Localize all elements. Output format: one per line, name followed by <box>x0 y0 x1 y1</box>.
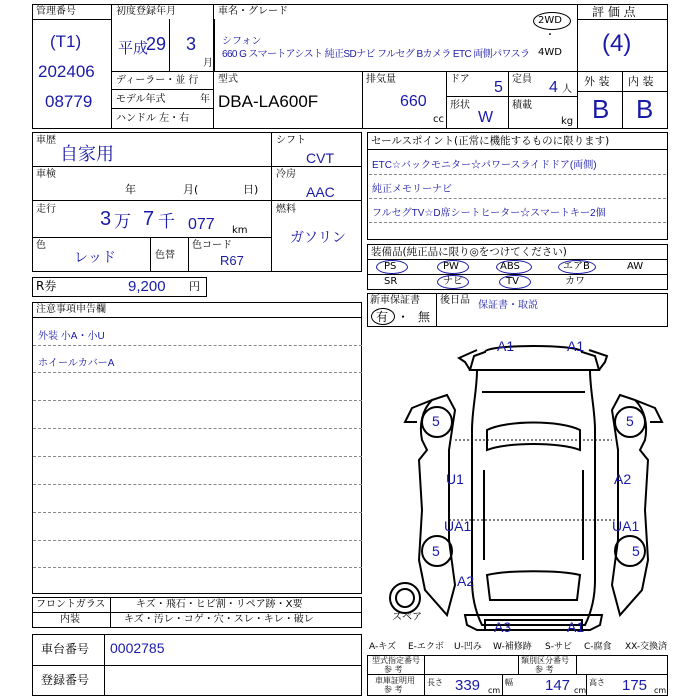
shaken-label: 車検 <box>36 169 56 180</box>
reibo-value: AAC <box>306 184 335 200</box>
rken-value: 9,200 <box>128 278 166 295</box>
gaiso-label: 外 装 <box>584 75 610 88</box>
taka-unit: cm <box>654 686 667 695</box>
haba-unit: cm <box>574 686 587 695</box>
circle-airb <box>558 260 596 274</box>
kanri-num2: 08779 <box>45 92 93 111</box>
ari-dot: ・ <box>397 310 410 324</box>
mark-wheel-rr: 5 <box>632 543 640 559</box>
rken-label: R券 <box>36 279 57 293</box>
kanri-num1: 202406 <box>38 62 95 81</box>
teiin-label: 定員 <box>512 74 532 85</box>
rken-unit: 円 <box>189 280 200 293</box>
haiki-label: 排気量 <box>366 74 396 85</box>
color-code-value: R67 <box>220 253 244 268</box>
month: 3 <box>186 34 197 54</box>
mark-side-ua1-right: UA1 <box>612 518 640 534</box>
shareki-value: 自家用 <box>60 144 114 164</box>
shaken-month: 月( <box>183 183 199 196</box>
header-block <box>32 4 668 129</box>
shaken-year: 年 <box>125 183 136 196</box>
interior-value: キズ・汚レ・コゲ・穴・スレ・キレ・破レ <box>124 614 314 625</box>
nenryo-label: 燃料 <box>276 204 296 215</box>
shamei-label: 車名・グレード <box>218 6 288 17</box>
equip-airb: エアB <box>563 261 590 272</box>
shomeisho-label: 車庫証明用 <box>375 676 415 685</box>
naiso-value: B <box>636 94 654 124</box>
taka-value: 175 <box>622 677 648 694</box>
shomeisho-sub: 参 考 <box>384 685 403 694</box>
sales-line1: ETC☆バックモニター☆パワースライドドア(両側) <box>372 160 597 171</box>
nashi: 無 <box>418 310 431 324</box>
mark-side-ua1-left: UA1 <box>444 518 472 534</box>
soko-sen: 千 <box>158 212 175 231</box>
year: 29 <box>146 34 167 54</box>
drive-4wd: 4WD <box>538 47 562 58</box>
kanri-label: 管理番号 <box>36 6 76 17</box>
grade: 660 G スマートアシスト 純正SDナビ フルセグ Bカメラ ETC 両側パワスラ <box>222 49 530 60</box>
legend-c: C-腐食 <box>584 642 612 652</box>
nenryo-value: ガソリン <box>290 229 346 245</box>
soko-unit: km <box>232 225 248 236</box>
haiki-unit: cc <box>433 114 444 125</box>
dealer-label: ディーラー・並 行 <box>116 75 199 86</box>
legend-u: U-凹み <box>454 642 482 652</box>
soko-value-a: 3 <box>100 208 112 230</box>
chassis-label: 車台番号 <box>41 642 90 656</box>
spare-label: スペア <box>392 612 422 623</box>
front-glass-label: フロントガラス <box>36 599 106 610</box>
mark-rear-a1: A1 <box>567 619 585 635</box>
ruibetsu-sub: 参 考 <box>384 665 403 674</box>
goji-label: 後日品 <box>440 295 470 306</box>
mark-side-a2: A2 <box>614 471 632 487</box>
haba-value: 147 <box>545 677 571 694</box>
sales-line3: フルセグTV☆D席シートヒーター☆スマートキー2個 <box>372 208 606 219</box>
drive-dot: ・ <box>545 30 555 41</box>
interior-label: 内装 <box>60 614 80 625</box>
ruibetsu-label: 型式指定番号 <box>372 656 420 665</box>
sekisai-unit: kg <box>561 116 574 127</box>
car-name: シフォン <box>222 36 262 47</box>
front-glass-value: キズ・飛石・ヒビ割・リペア跡・X要 <box>136 599 303 610</box>
teiin-value: 4 <box>549 79 558 96</box>
iro-label: 色 <box>36 240 46 251</box>
legend-s: S-サビ <box>545 642 572 652</box>
model-year-label: モデル年式 <box>116 94 166 105</box>
legend-w: W-補修跡 <box>493 642 532 652</box>
equip-kawa: カワ <box>565 276 585 287</box>
notes-line1: 外装 小A・小U <box>38 331 105 342</box>
chassis-value: 0002785 <box>110 640 165 656</box>
sekisai-label: 積載 <box>512 100 532 111</box>
month-unit: 月 <box>203 58 213 69</box>
hyoka-value: (4) <box>602 30 632 57</box>
mark-front-a1-right: A1 <box>567 338 585 354</box>
mark-side-u1: U1 <box>446 471 464 487</box>
ari-circle <box>371 308 395 325</box>
legend-xx: XX-交換済 <box>625 642 668 652</box>
era: 平成 <box>118 40 149 57</box>
shaken-day: 日) <box>243 183 259 196</box>
mark-rear-a2: A2 <box>457 573 475 589</box>
notes-line2: ホイールカバーA <box>38 358 115 369</box>
haiki-value: 660 <box>400 93 427 110</box>
handle-label: ハンドル 左・右 <box>116 113 190 124</box>
iro-value: レッド <box>74 249 116 265</box>
goji-value: 保証書・取説 <box>478 300 538 311</box>
shinsha-label: 新車保証書 <box>370 295 420 306</box>
shift-value: CVT <box>306 150 334 166</box>
ruibetsu2-label: 類別区分番号 <box>521 656 569 665</box>
taka-label: 高さ <box>589 678 605 687</box>
legend-e: E-エクボ <box>408 642 444 652</box>
circle-tv <box>499 275 531 289</box>
circle-abs <box>496 260 532 274</box>
keijo-value: W <box>478 109 494 126</box>
keijo-label: 形状 <box>450 100 470 111</box>
reibo-label: 冷房 <box>276 169 296 180</box>
mark-wheel-rl: 5 <box>432 543 440 559</box>
legend-a: A-キズ <box>369 642 397 652</box>
haba-label: 幅 <box>505 678 513 687</box>
mark-front-a1-left: A1 <box>497 338 515 354</box>
ari: 有 <box>376 310 389 324</box>
teiin-unit: 人 <box>562 84 572 95</box>
naiso-label: 内 装 <box>628 75 654 88</box>
equip-aw: AW <box>627 261 644 272</box>
naga-value: 339 <box>455 677 481 694</box>
ruibetsu2-sub: 参 考 <box>535 665 554 674</box>
shift-label: シフト <box>276 135 306 146</box>
mark-rear-a3: A3 <box>494 619 512 635</box>
equip-sr: SR <box>384 276 398 287</box>
katashiki-label: 型式 <box>218 74 238 85</box>
soko-label: 走行 <box>36 204 56 215</box>
equip-abs: ABS <box>500 261 520 272</box>
soko-value-b: 7 <box>143 208 155 230</box>
soko-man: 万 <box>114 212 131 231</box>
irogae-label: 色替 <box>155 250 175 261</box>
circle-navi <box>437 275 469 289</box>
mark-wheel-fr: 5 <box>626 413 634 429</box>
sales-title: セールスポイント(正常に機能するものに限ります) <box>371 135 610 147</box>
circle-pw <box>437 260 469 274</box>
equip-navi: ナビ <box>443 276 463 287</box>
shoudo-label: 初度登録年月 <box>116 6 176 17</box>
color-code-label: 色コード <box>192 240 232 251</box>
katashiki-value: DBA-LA600F <box>218 92 319 111</box>
gaiso-value: B <box>592 94 610 124</box>
naga-label: 長さ <box>427 678 443 687</box>
circle-ps <box>376 260 408 274</box>
kanri-t1: (T1) <box>50 32 82 51</box>
door-label: ドア <box>450 74 470 85</box>
model-year-unit: 年 <box>200 94 210 105</box>
drive-2wd: 2WD <box>538 15 562 26</box>
shareki-label: 車歴 <box>36 135 56 146</box>
mark-wheel-fl: 5 <box>432 413 440 429</box>
reg-label: 登録番号 <box>41 673 90 687</box>
equip-ps: PS <box>384 261 397 272</box>
soko-value-c: 077 <box>188 216 215 233</box>
hyoka-label: 評 価 点 <box>592 5 636 19</box>
door-value: 5 <box>494 79 503 96</box>
naga-unit: cm <box>488 686 501 695</box>
equipment-title: 装備品(純正品に限り◎をつけてください) <box>371 246 567 258</box>
notes-title: 注意事項申告欄 <box>36 304 106 315</box>
equip-pw: PW <box>443 261 459 272</box>
sales-line2: 純正メモリーナビ <box>372 184 452 195</box>
equip-tv: TV <box>506 276 519 287</box>
rken-block <box>32 277 207 297</box>
